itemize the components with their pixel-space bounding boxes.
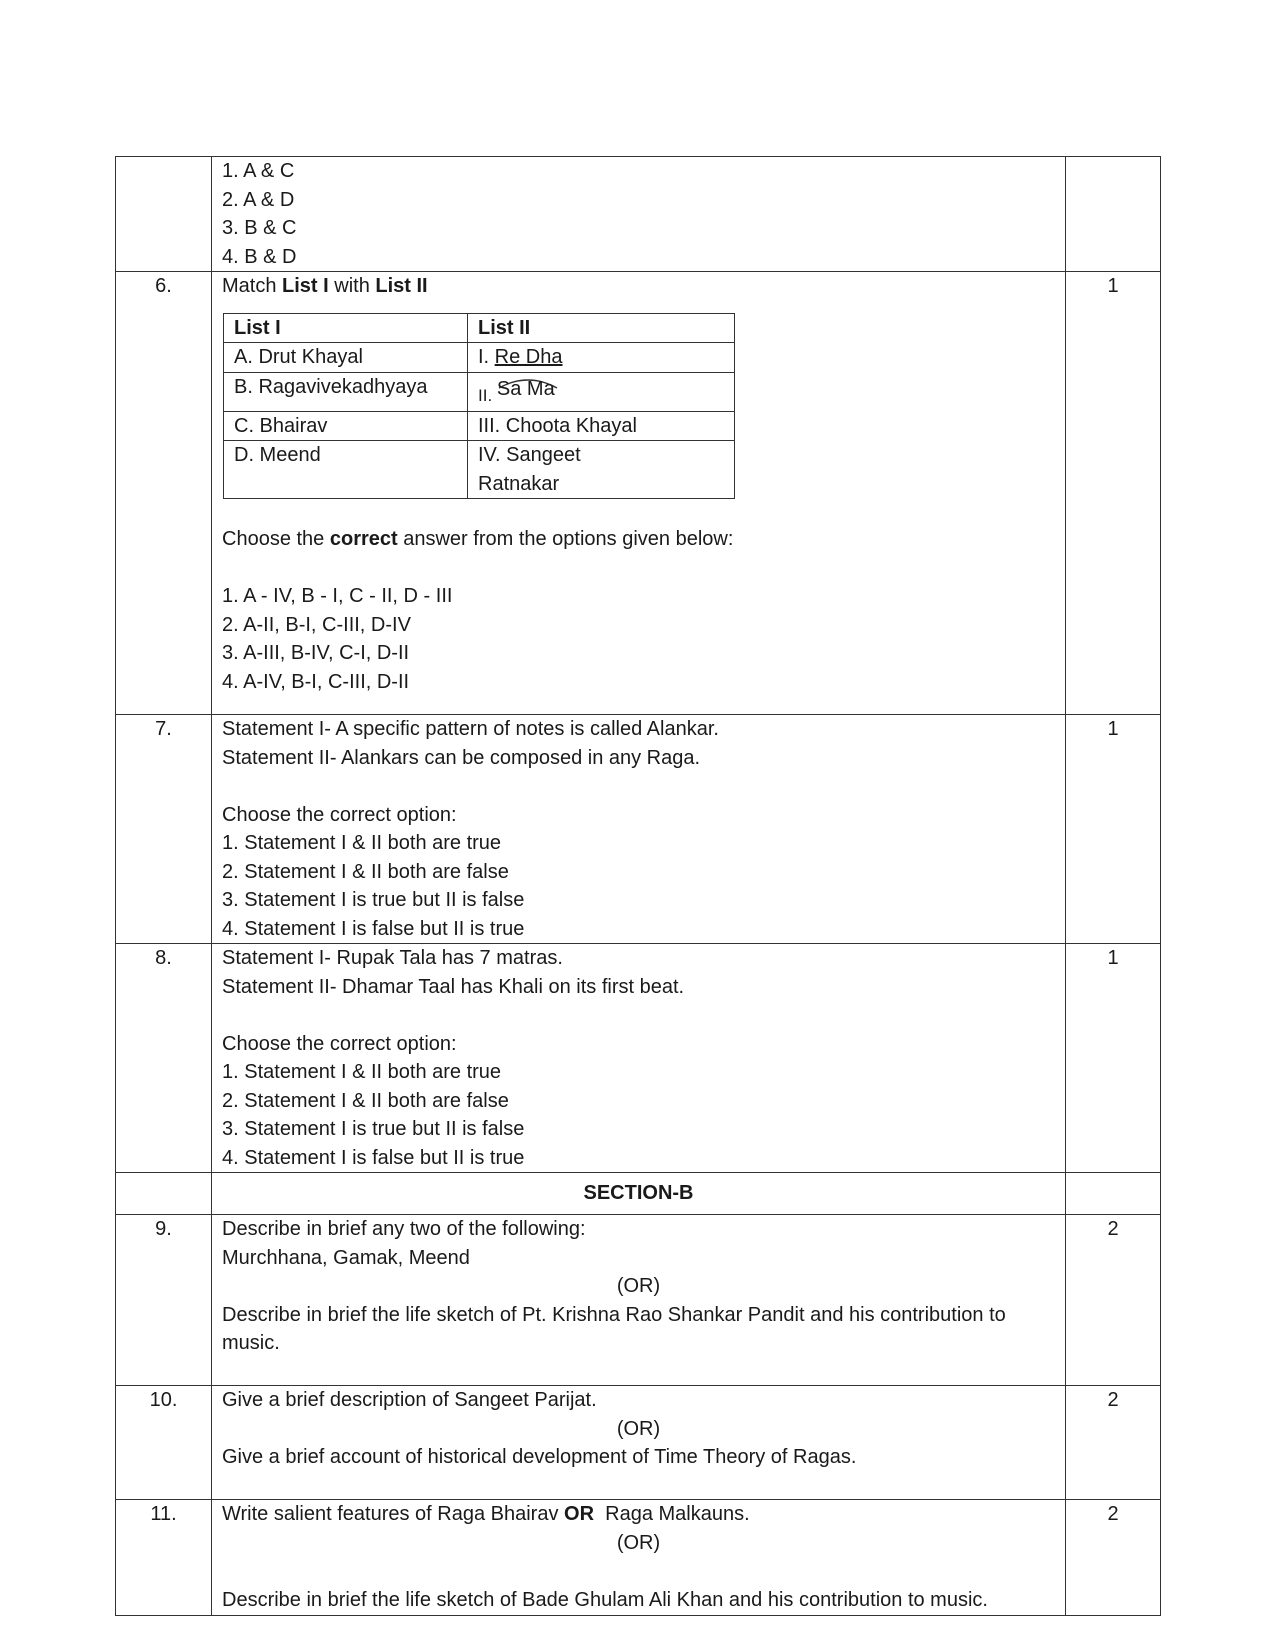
match-row: [224, 441, 735, 499]
marks: 1: [1066, 715, 1161, 944]
instruction: Choose the correct answer from the options given below:: [222, 528, 734, 550]
section-row: [116, 1173, 1161, 1215]
option: 2. Statement I & II both are false: [222, 1089, 509, 1112]
question-text: Describe in brief the life sketch of Pt. Krishna Rao Shankar Pandit and his contribution to music.: [222, 1303, 1006, 1354]
option: 3. Statement I is true but II is false: [222, 889, 525, 911]
list1-item: D. Meend: [224, 441, 468, 499]
option: 2. Statement I & II both are false: [222, 860, 509, 883]
section-heading: SECTION-B: [212, 1173, 1066, 1215]
question-text: Describe in brief the life sketch of Bade Ghulam Ali Khan and his contribution to music.: [222, 1588, 988, 1611]
question-number: 9.: [116, 1215, 212, 1386]
list1-item: A. Drut Khayal: [224, 343, 468, 373]
option: 2. A-II, B-I, C-III, D-IV: [222, 613, 411, 636]
table-row: [116, 272, 1161, 715]
marks: 2: [1066, 1500, 1161, 1616]
question-number: [116, 157, 212, 272]
option: 2. A & D: [222, 188, 295, 211]
question-content: [212, 157, 1066, 272]
option: 4. B & D: [222, 245, 297, 268]
marks: 1: [1066, 944, 1161, 1173]
list1-item: C. Bhairav: [224, 411, 468, 441]
table-row: [116, 1215, 1161, 1386]
question-content: [212, 715, 1066, 944]
marks: [1066, 157, 1161, 272]
option: 3. Statement I is true but II is false: [222, 1118, 525, 1140]
table-row: [116, 157, 1161, 272]
question-content: [212, 944, 1066, 1173]
statement: Statement II- Dhamar Taal has Khali on its first beat.: [222, 975, 685, 998]
match-row: [224, 343, 735, 373]
question-number: 6.: [116, 272, 212, 715]
notation-notes: Re Dha: [494, 346, 563, 368]
question-prompt: Match List I with List II: [222, 275, 428, 297]
option: 1. A - IV, B - I, C - II, D - III: [222, 585, 453, 607]
match-header-row: [224, 313, 735, 343]
option: 1. Statement I & II both are true: [222, 1061, 502, 1083]
option: 1. A & C: [222, 160, 295, 182]
question-text: Write salient features of Raga Bhairav OR Raga Malkauns.: [222, 1503, 750, 1525]
marks: 2: [1066, 1215, 1161, 1386]
instruction: Choose the correct option:: [222, 1032, 457, 1055]
question-content: [212, 1386, 1066, 1500]
option: 3. A-III, B-IV, C-I, D-II: [222, 642, 410, 664]
match-row: [224, 411, 735, 441]
question-text: Give a brief account of historical development of Time Theory of Ragas.: [222, 1446, 857, 1468]
table-row: [116, 1386, 1161, 1500]
instruction: Choose the correct option:: [222, 803, 457, 826]
or-separator: (OR): [616, 1417, 661, 1440]
option: 4. Statement I is false but II is true: [222, 917, 525, 940]
list1-item: B. Ragavivekadhyaya: [224, 372, 468, 411]
question-text: Describe in brief any two of the following:: [222, 1218, 586, 1240]
option: 4. A-IV, B-I, C-III, D-II: [222, 670, 410, 693]
statement: Statement I- A specific pattern of notes is called Alankar.: [222, 718, 719, 740]
question-table: [115, 156, 1161, 1616]
match-row: [224, 372, 735, 411]
list2-item: I. Re Dha: [468, 343, 735, 373]
or-separator: (OR): [616, 1531, 661, 1554]
question-content: [212, 1215, 1066, 1386]
option: 1. Statement I & II both are true: [222, 832, 502, 854]
notation-notes: Sa Ma: [497, 381, 555, 410]
question-text: Give a brief description of Sangeet Parijat.: [222, 1389, 597, 1411]
list2-item: III. Choota Khayal: [468, 411, 735, 441]
list2-item: II. Sa Ma: [468, 372, 735, 411]
list1-header: List I: [224, 313, 468, 343]
option: 4. Statement I is false but II is true: [222, 1146, 525, 1169]
statement: Statement I- Rupak Tala has 7 matras.: [222, 947, 563, 969]
match-table: [223, 313, 735, 500]
question-content: [212, 1500, 1066, 1616]
question-text: Murchhana, Gamak, Meend: [222, 1246, 470, 1269]
marks: 1: [1066, 272, 1161, 715]
question-number: 8.: [116, 944, 212, 1173]
marks: 2: [1066, 1386, 1161, 1500]
option: 3. B & C: [222, 217, 297, 239]
question-number: 10.: [116, 1386, 212, 1500]
statement: Statement II- Alankars can be composed in any Raga.: [222, 746, 701, 769]
table-row: [116, 944, 1161, 1173]
question-content: [212, 272, 1066, 715]
table-row: [116, 1500, 1161, 1616]
table-row: [116, 715, 1161, 944]
question-number: 7.: [116, 715, 212, 944]
list2-item: IV. Sangeet Ratnakar: [468, 441, 735, 499]
or-separator: (OR): [616, 1275, 661, 1297]
list2-header: List II: [468, 313, 735, 343]
question-number: 11.: [116, 1500, 212, 1616]
